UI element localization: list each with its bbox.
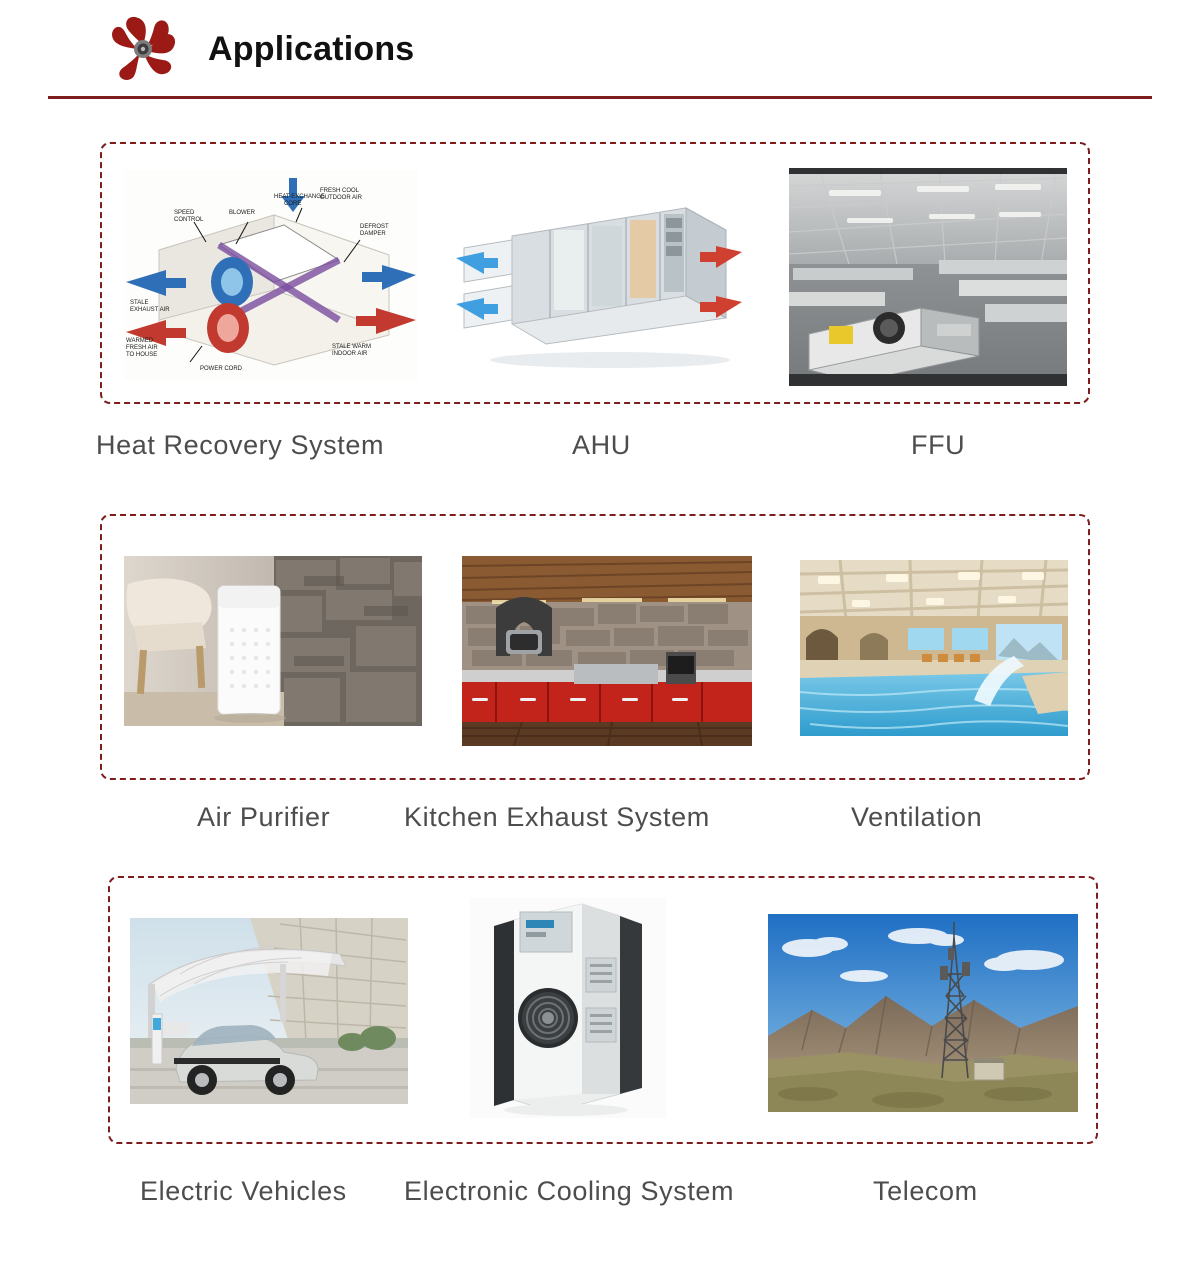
svg-text:STALE WARM: STALE WARM — [332, 344, 372, 350]
svg-text:HEAT-EXCHANGE: HEAT-EXCHANGE — [274, 194, 325, 200]
caption-ahu: AHU — [572, 430, 631, 460]
thumb-ventilation[interactable] — [800, 560, 1068, 736]
thumb-telecom[interactable] — [768, 914, 1078, 1112]
svg-text:SPEED: SPEED — [174, 210, 195, 216]
caption-kitchen-exhaust-system: Kitchen Exhaust System — [404, 802, 710, 832]
caption-ffu: FFU — [911, 430, 966, 460]
caption-electric-vehicles: Electric Vehicles — [140, 1176, 347, 1206]
caption-ventilation: Ventilation — [851, 802, 983, 832]
fan-impeller-icon — [100, 14, 186, 84]
caption-heat-recovery-system: Heat Recovery System — [96, 430, 385, 460]
page-header — [0, 0, 1200, 84]
svg-text:CONTROL: CONTROL — [174, 217, 204, 223]
svg-text:BLOWER: BLOWER — [229, 210, 256, 216]
svg-text:FRESH COOL: FRESH COOL — [320, 188, 360, 194]
svg-text:FRESH AIR: FRESH AIR — [126, 345, 158, 351]
thumb-air-purifier[interactable] — [124, 556, 422, 726]
svg-text:CORE: CORE — [284, 201, 302, 207]
svg-text:WARMED: WARMED — [126, 338, 154, 344]
svg-text:DEFROST: DEFROST — [360, 224, 389, 230]
svg-text:DAMPER: DAMPER — [360, 231, 386, 237]
page-title: Applications — [208, 29, 415, 68]
svg-text:POWER CORD: POWER CORD — [200, 366, 242, 372]
thumb-electric-vehicles[interactable] — [130, 918, 408, 1104]
thumb-electronic-cooling-system[interactable] — [470, 898, 666, 1118]
svg-text:STALE: STALE — [130, 300, 149, 306]
svg-text:EXHAUST AIR: EXHAUST AIR — [130, 307, 170, 313]
caption-telecom: Telecom — [873, 1176, 978, 1206]
thumb-kitchen-exhaust-system[interactable] — [462, 556, 752, 746]
svg-text:INDOOR AIR: INDOOR AIR — [332, 351, 368, 357]
thumb-ahu[interactable] — [450, 178, 746, 374]
caption-air-purifier: Air Purifier — [197, 802, 331, 832]
caption-electronic-cooling-system: Electronic Cooling System — [404, 1176, 735, 1206]
svg-text:TO HOUSE: TO HOUSE — [126, 352, 158, 358]
thumb-ffu[interactable] — [789, 168, 1067, 386]
thumb-heat-recovery-system[interactable] — [124, 170, 418, 380]
title-divider — [48, 96, 1152, 99]
svg-text:OUTDOOR AIR: OUTDOOR AIR — [320, 195, 363, 201]
